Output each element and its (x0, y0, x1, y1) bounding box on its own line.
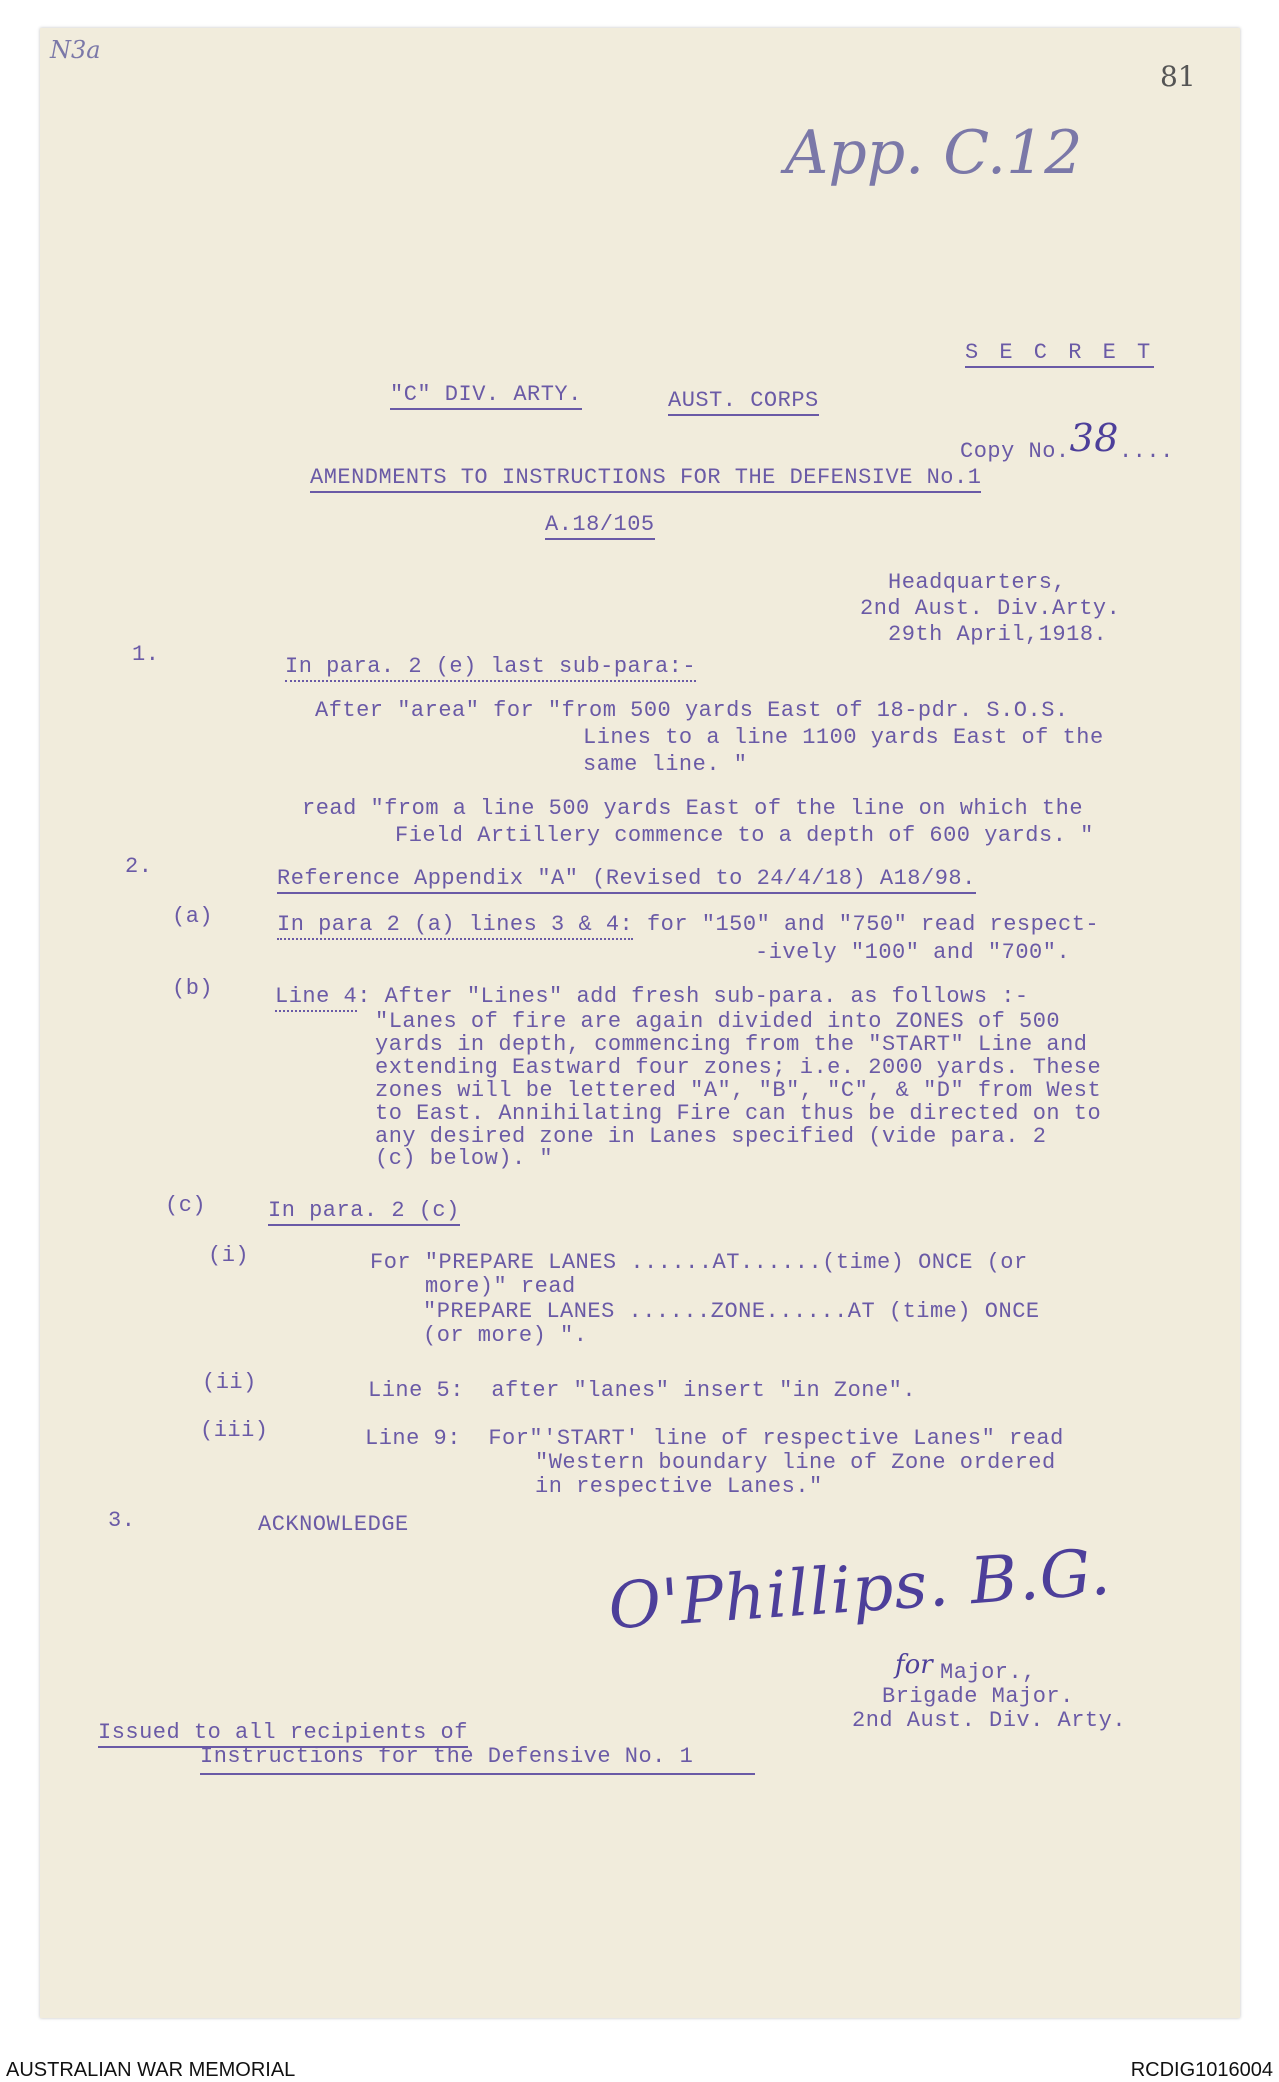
item-b-line: any desired zone in Lanes specified (vide para. 2 (375, 1124, 1047, 1149)
item-b-line: (c) below). " (375, 1146, 554, 1171)
hq-line-2: 2nd Aust. Div.Arty. (860, 596, 1121, 621)
signoff-unit: 2nd Aust. Div. Arty. (852, 1708, 1127, 1733)
document-sheet (40, 28, 1240, 2018)
signature: O'Phillips. B.G. (606, 1535, 1114, 1645)
pencil-annotation: N3a (50, 36, 101, 64)
item-c-iii-line: in respective Lanes." (535, 1474, 823, 1499)
item-b-line: Line 4: After "Lines" add fresh sub-para. as follows :- (275, 984, 1029, 1009)
item-b-line: "Lanes of fire are again divided into ZONES of 500 (375, 1009, 1061, 1034)
item-c-ii-line: Line 5: after "lanes" insert "in Zone". (368, 1378, 917, 1403)
item-a-label: (a) (172, 904, 214, 929)
section-2-number: 2. (125, 854, 153, 879)
section-1-read-line: read "from a line 500 yards East of the line on which the (302, 796, 1084, 821)
issued-line-2: Instructions for the Defensive No. 1 (200, 1744, 694, 1769)
item-c-iii-line: Line 9: For"'START' line of respective Lanes" read (365, 1426, 1064, 1451)
footer-reference: RCDIG1016004 (1130, 2059, 1273, 2081)
section-1-heading: In para. 2 (e) last sub-para:- (285, 654, 696, 682)
signature-for: for (895, 1650, 933, 1680)
item-c-iii-line: "Western boundary line of Zone ordered (535, 1450, 1056, 1475)
item-b-line: extending Eastward four zones; i.e. 2000 yards. These (375, 1055, 1102, 1080)
item-b-line: zones will be lettered "A", "B", "C", & "D" from West (375, 1078, 1102, 1103)
appendix-reference: App. C.12 (785, 118, 1083, 188)
page-number: 81 (1160, 60, 1196, 93)
item-c-heading: In para. 2 (c) (268, 1198, 460, 1226)
hq-line-1: Headquarters, (888, 570, 1067, 595)
unit-division: "C" DIV. ARTY. (390, 382, 582, 410)
item-c-i-label: (i) (208, 1243, 250, 1268)
section-1-number: 1. (132, 642, 160, 667)
classification-secret: S E C R E T (965, 340, 1154, 368)
copy-label: Copy No.38.... (960, 416, 1174, 464)
acknowledge: ACKNOWLEDGE (258, 1512, 409, 1537)
signoff-rank: Major., (940, 1660, 1036, 1685)
unit-corps: AUST. CORPS (668, 388, 819, 416)
item-c-i-line: For "PREPARE LANES ......AT......(time) ONCE (or (370, 1250, 1028, 1275)
copy-number: 38 (1069, 416, 1119, 460)
item-b-label: (b) (172, 976, 214, 1001)
item-c-i-line: more)" read (425, 1274, 576, 1299)
item-a-line: In para 2 (a) lines 3 & 4: for "150" and "750" read respect- (277, 912, 1099, 937)
section-1-after-line: After "area" for "from 500 yards East of 18-pdr. S.O.S. (315, 698, 1069, 723)
signoff-title: Brigade Major. (882, 1684, 1074, 1709)
section-3-number: 3. (108, 1508, 136, 1533)
file-reference: A.18/105 (545, 512, 655, 540)
document-title: AMENDMENTS TO INSTRUCTIONS FOR THE DEFENSIVE No.1 (310, 465, 981, 493)
section-1-after-line: Lines to a line 1100 yards East of the (583, 725, 1104, 750)
item-a-line: -ively "100" and "700". (755, 940, 1071, 965)
item-c-i-line: "PREPARE LANES ......ZONE......AT (time) ONCE (423, 1299, 1040, 1324)
item-b-line: yards in depth, commencing from the "START" Line and (375, 1032, 1088, 1057)
item-c-label: (c) (165, 1193, 207, 1218)
item-c-ii-label: (ii) (202, 1370, 257, 1395)
hq-date: 29th April,1918. (888, 622, 1108, 647)
item-c-iii-label: (iii) (200, 1418, 269, 1443)
item-b-line: to East. Annihilating Fire can thus be directed on to (375, 1101, 1102, 1126)
issued-line-1: Issued to all recipients of (98, 1720, 468, 1748)
item-c-i-line: (or more) ". (423, 1323, 588, 1348)
footer-source: AUSTRALIAN WAR MEMORIAL (6, 2059, 296, 2081)
section-2-heading: Reference Appendix "A" (Revised to 24/4/18) A18/98. (277, 866, 976, 894)
section-1-read-line: Field Artillery commence to a depth of 600 yards. " (395, 823, 1094, 848)
issued-underline (200, 1773, 755, 1775)
section-1-after-line: same line. " (583, 752, 748, 777)
